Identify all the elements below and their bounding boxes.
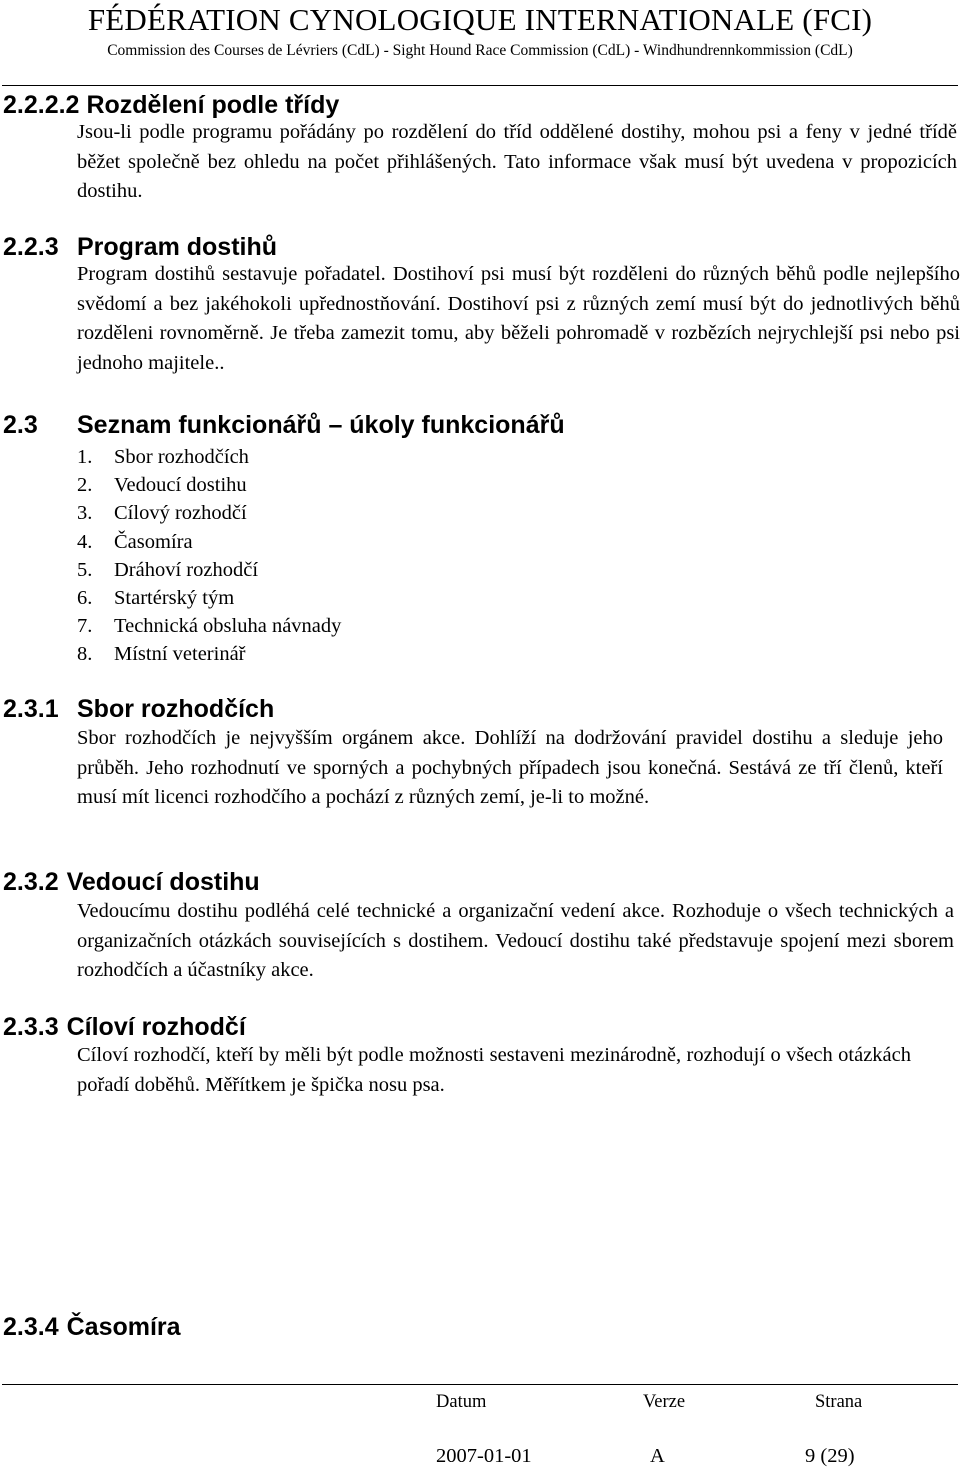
section-body-2-3-2: Vedoucímu dostihu podléhá celé technické a organizační vedení akce. Rozhoduje o všech technických a organizačních otázkách souvisejících s dostihem. Vedoucí dostihu také představuje spojení mezi sborem rozhodčích a účastníky akce. (77, 900, 954, 981)
list-item (77, 499, 341, 527)
list-item-label: Vedoucí dostihu (114, 474, 247, 497)
list-item (77, 612, 341, 640)
footer-divider (2, 1384, 958, 1385)
footer-page-label: Strana (815, 1392, 863, 1412)
section-number: 2.3 (3, 411, 38, 439)
footer-page-value: 9 (29) (805, 1445, 855, 1467)
list-item-label: Cílový rozhodčí (114, 502, 247, 525)
section-body-2-3-1: Sbor rozhodčích je nejvyšším orgánem akce. Dohlíží na dodržování pravidel dostihu a sleduje jeho průběh. Jeho rozhodnutí ve sporných a pochybných případech jsou konečná. Sestává ze tří členů, kteří musí mít licenci rozhodčího a pochází z různých zemí, je-li to možné. (77, 727, 943, 808)
section-heading-2-2-2-2 (3, 91, 339, 120)
section-number: 2.2.3 (3, 233, 59, 261)
section-number: 2.3.2 (3, 868, 59, 896)
list-item-label: Dráhoví rozhodčí (114, 558, 259, 581)
list-item-number: 1. (77, 446, 93, 468)
section-title: Program dostihů (77, 233, 278, 261)
section-title: Rozdělení podle třídy (86, 91, 340, 119)
list-item-number: 2. (77, 474, 93, 497)
list-item-label: Sbor rozhodčích (114, 446, 249, 468)
section-title: Časomíra (66, 1313, 181, 1341)
list-item (77, 443, 341, 471)
list-item (77, 640, 341, 668)
section-heading-2-3 (3, 411, 565, 440)
list-item-number: 4. (77, 530, 93, 553)
section-body-2-2-3: Program dostihů sestavuje pořadatel. Dostihoví psi musí být rozděleni do různých běhů podle nejlepšího svědomí a bez jakéhokoli upřednostňování. Dostihoví psi z různých zemí musí být do jednotlivých běhů rozděleni rovnoměrně. Je třeba zamezit tomu, aby běželi pohromadě v rozbězích nejrychlejší psi nebo psi jednoho majitele.. (77, 263, 960, 374)
section-title: Sbor rozhodčích (77, 695, 275, 723)
section-heading-2-3-4 (3, 1313, 181, 1342)
list-item-number: 5. (77, 558, 93, 581)
list-item-number: 8. (77, 643, 93, 666)
list-item (77, 584, 341, 612)
header-divider (2, 85, 958, 86)
section-heading-2-2-3 (3, 233, 277, 262)
list-item-label: Místní veterinář (114, 643, 246, 666)
footer-date-label: Datum (436, 1392, 487, 1412)
section-number: 2.3.4 (3, 1313, 59, 1341)
list-item (77, 556, 341, 584)
footer-version-label: Verze (643, 1392, 686, 1412)
section-heading-2-3-3 (3, 1013, 246, 1042)
section-title: Vedoucí dostihu (66, 868, 260, 896)
section-heading-2-3-2 (3, 868, 260, 897)
commission-subtitle: Commission des Courses de Lévriers (CdL) - Sight Hound Race Commission (CdL) - Windhundrennkommission (CdL) (107, 42, 853, 59)
list-item-label: Technická obsluha návnady (114, 615, 342, 638)
section-title: Seznam funkcionářů – úkoly funkcionářů (77, 411, 565, 439)
list-item-number: 6. (77, 587, 93, 610)
footer-date-value: 2007-01-01 (436, 1445, 532, 1467)
section-title: Cíloví rozhodčí (66, 1013, 246, 1041)
list-item (77, 528, 341, 556)
organization-title: FÉDÉRATION CYNOLOGIQUE INTERNATIONALE (FCI) (87, 2, 873, 37)
section-body-2-3-3: Cíloví rozhodčí, kteří by měli být podle možnosti sestaveni mezinárodně, rozhodují o všech otázkách pořadí doběhů. Měřítkem je špička nosu psa. (77, 1044, 911, 1096)
list-item-number: 7. (77, 615, 93, 638)
section-number: 2.3.1 (3, 695, 59, 723)
footer-version-value: A (650, 1445, 665, 1467)
section-body-2-2-2-2: Jsou-li podle programu pořádány po rozdělení do tříd oddělené dostihy, mohou psi a feny v jedné třídě běžet společně bez ohledu na počet přihlášených. Tato informace však musí být uvedena v propozicích dostihu. (77, 121, 957, 202)
section-heading-2-3-1 (3, 695, 274, 724)
section-number: 2.3.3 (3, 1013, 59, 1041)
list-item-number: 3. (77, 502, 93, 525)
list-item-label: Startérský tým (114, 587, 235, 610)
section-number: 2.2.2.2 (3, 91, 80, 119)
officials-list (77, 443, 341, 669)
list-item-label: Časomíra (114, 530, 193, 553)
list-item (77, 471, 341, 499)
